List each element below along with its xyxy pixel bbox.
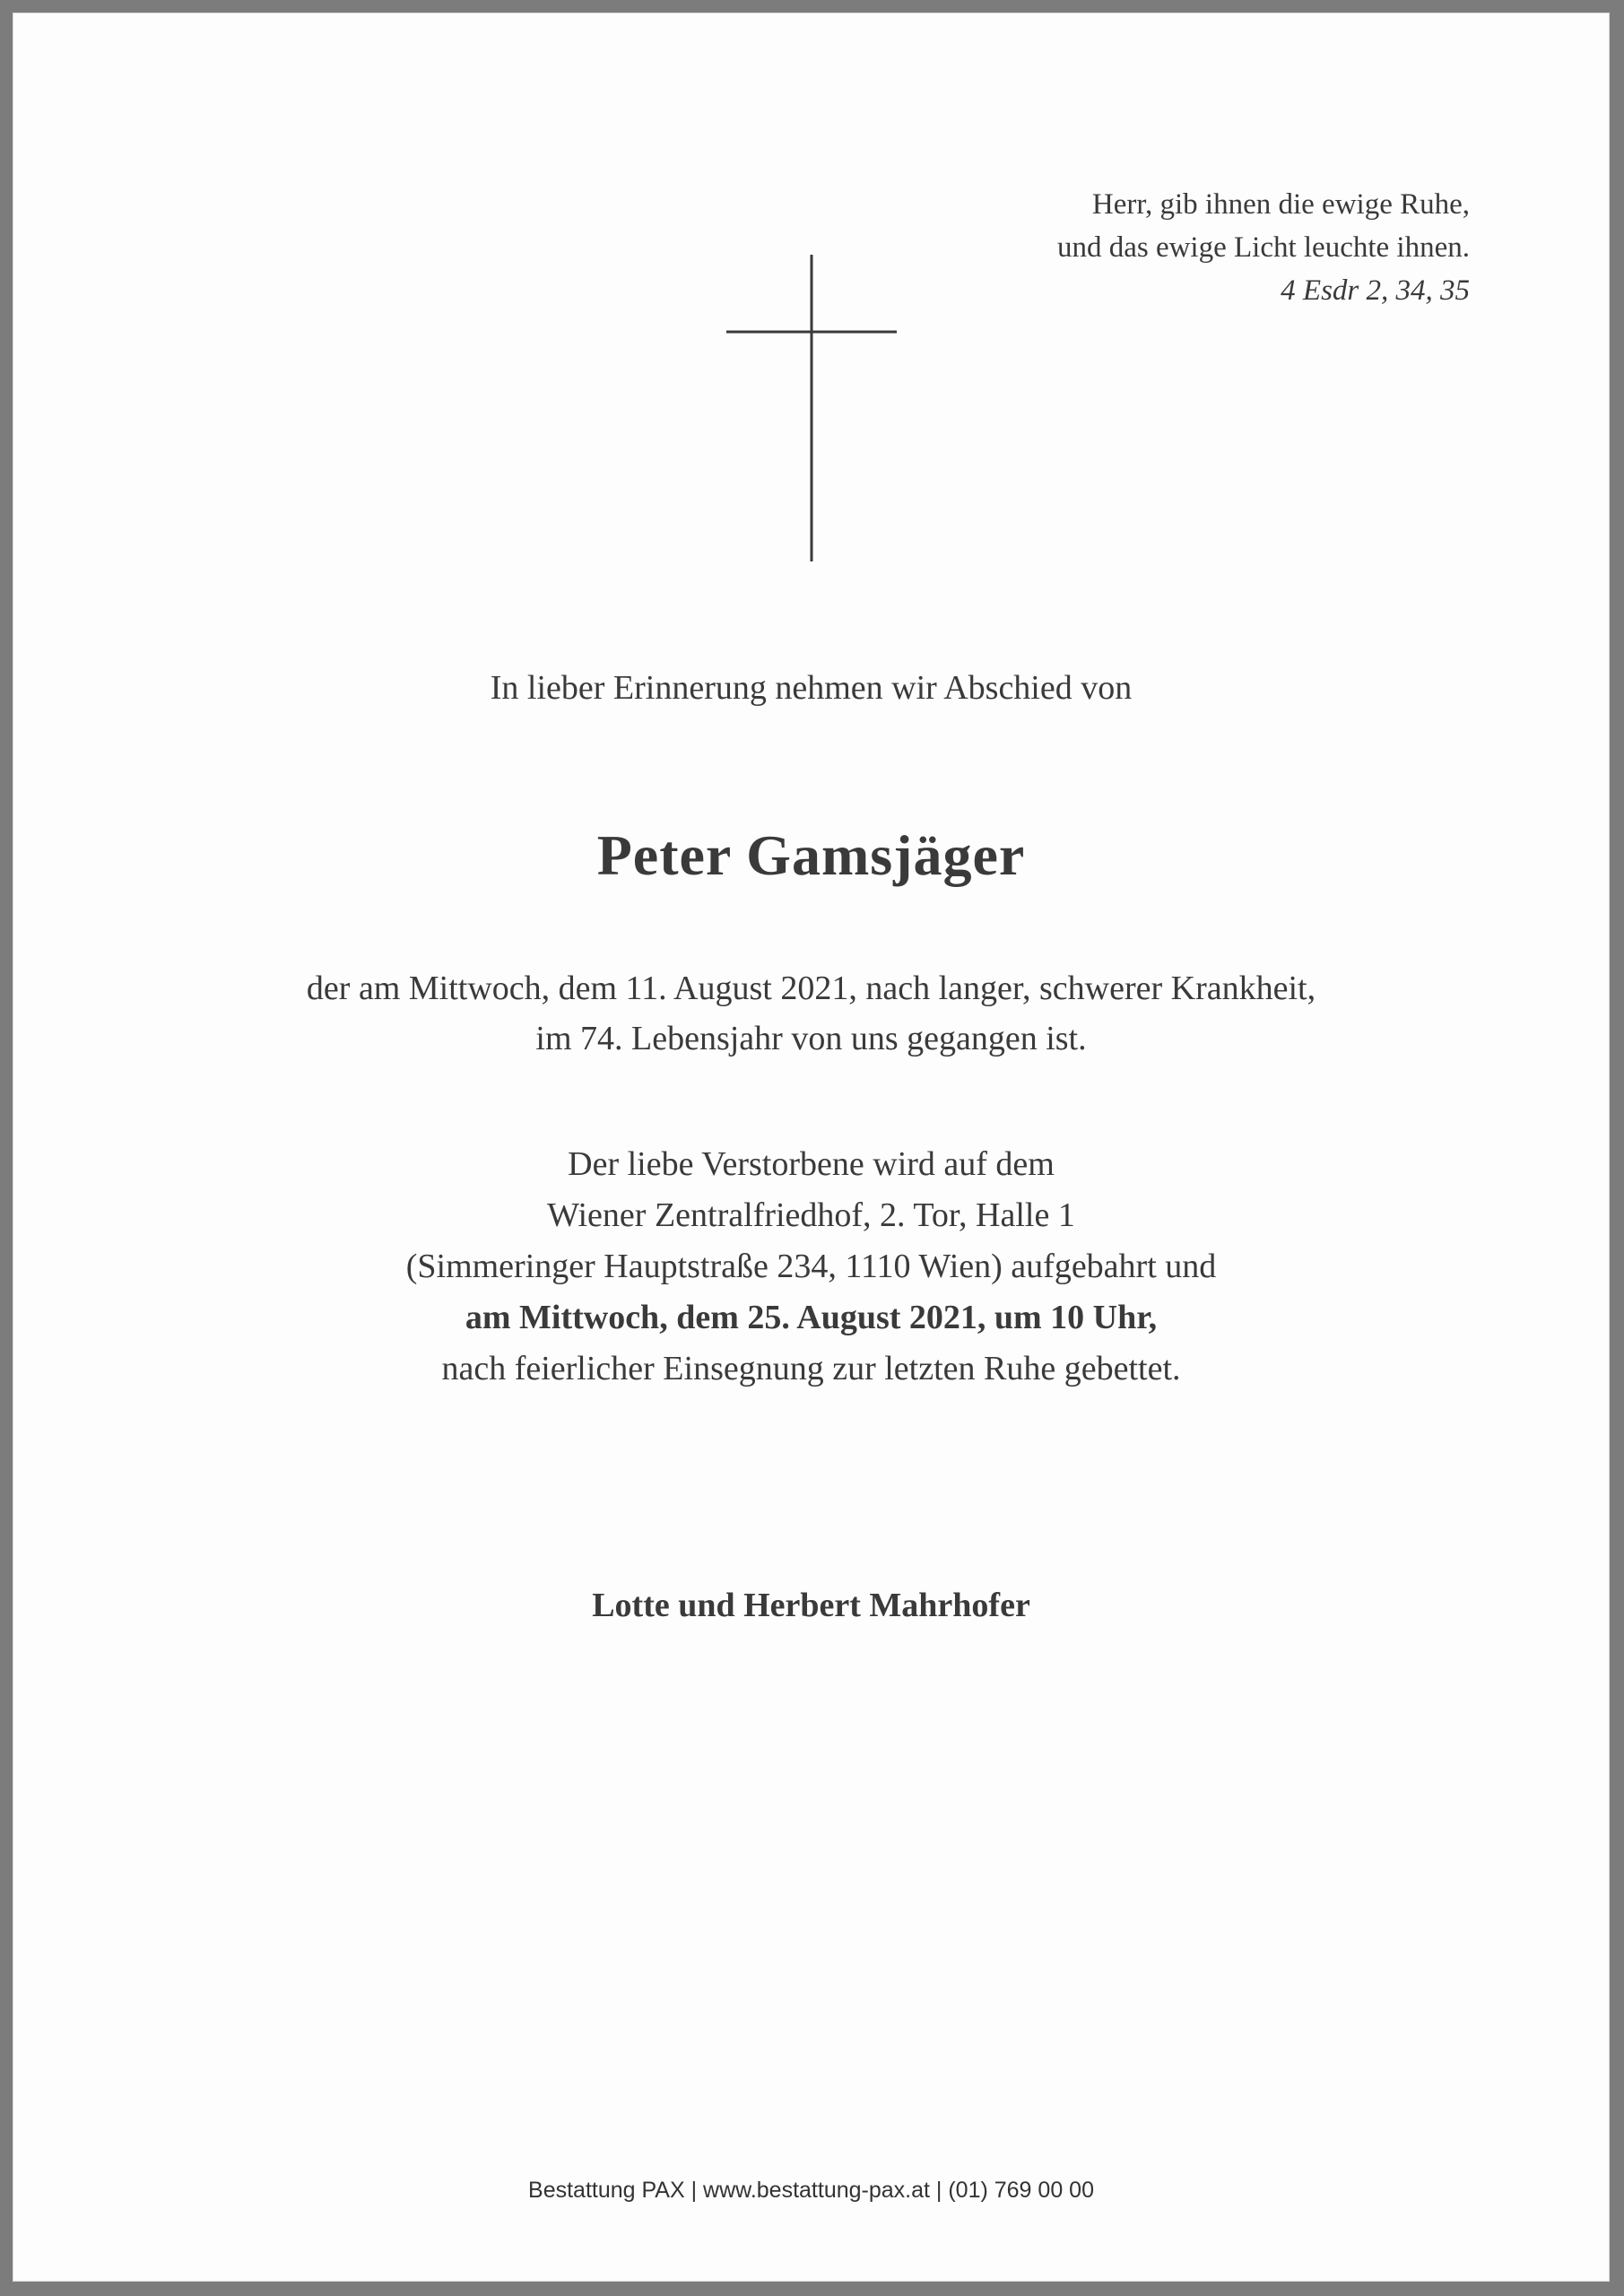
death-notice [13,963,1610,1064]
verse-line-2: und das ewige Licht leuchte ihnen. [1056,231,1470,264]
death-notice-line-1: der am Mittwoch, dem 11. August 2021, nach langer, schwerer Krankheit, [306,970,1316,1007]
death-notice-line-2: im 74. Lebensjahr von uns gegangen ist. [535,1020,1087,1057]
funeral-details [13,1139,1610,1395]
latin-cross-icon [726,255,897,561]
verse-line-1: Herr, gib ihnen die ewige Ruhe, [1091,188,1470,221]
deceased-name: Peter Gamsjäger [596,823,1026,887]
mourners-signature: Lotte und Herbert Mahrhofer [592,1587,1030,1624]
funeral-line-3: (Simmeringer Hauptstraße 234, 1110 Wien) aufgebahrt und [405,1248,1217,1285]
bible-verse [842,183,1470,312]
funeral-home-footer: Bestattung PAX | www.bestattung-pax.at | (01) 769 00 00 [528,2178,1094,2203]
funeral-line-5: nach feierlicher Einsegnung zur letzten Ruhe gebettet. [441,1350,1181,1387]
funeral-date-time: am Mittwoch, dem 25. August 2021, um 10 Uhr, [465,1299,1158,1336]
obituary-page [13,13,1610,2282]
intro-text: In lieber Erinnerung nehmen wir Abschied von [490,669,1133,707]
funeral-line-1: Der liebe Verstorbene wird auf dem [568,1145,1055,1183]
funeral-line-2: Wiener Zentralfriedhof, 2. Tor, Halle 1 [547,1196,1075,1234]
verse-reference: 4 Esdr 2, 34, 35 [1281,274,1470,307]
